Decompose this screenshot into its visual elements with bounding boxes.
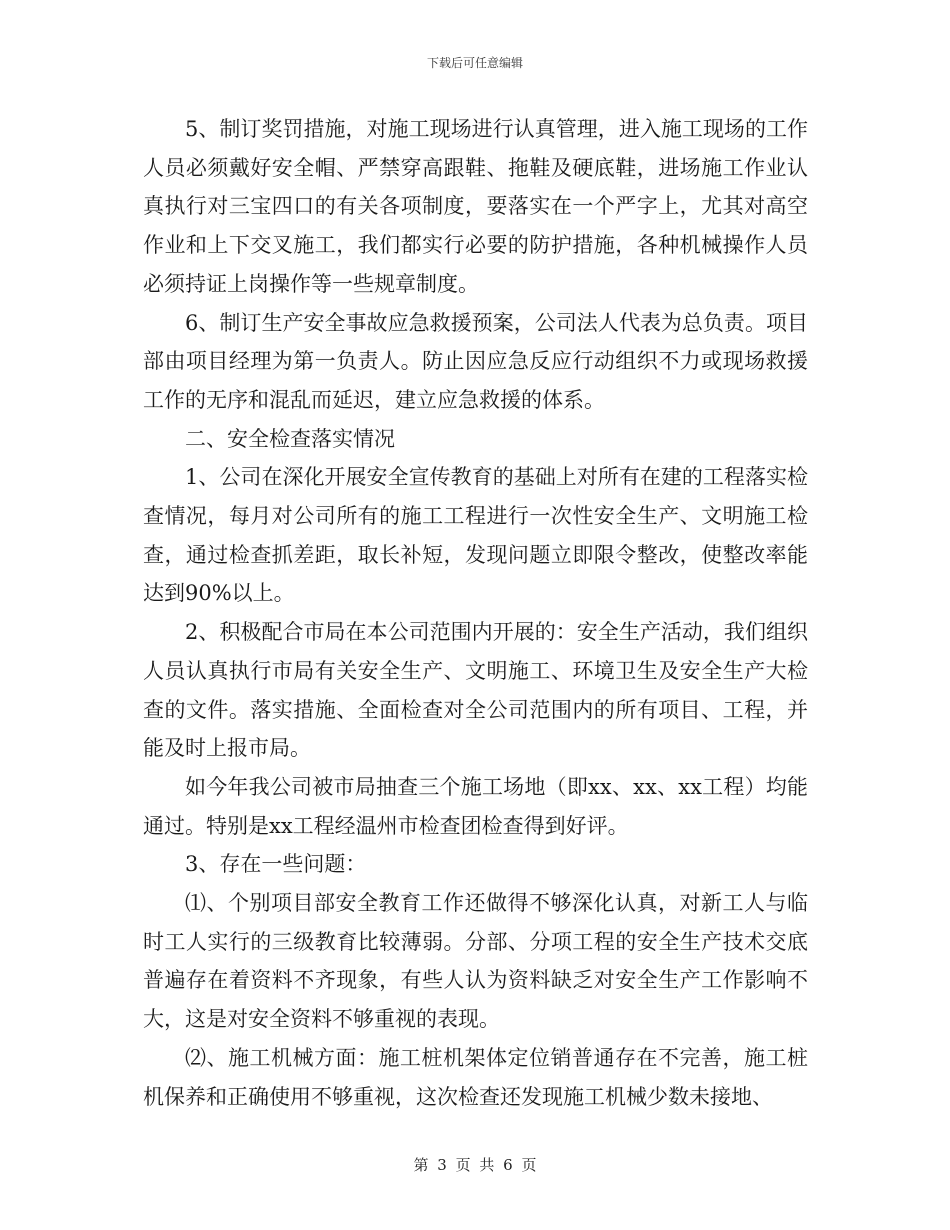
document-body: [143, 110, 808, 1116]
paragraph-item-6: 6、制订生产安全事故应急救援预案，公司法人代表为总负责。项目部由项目经理为第一负责人。防止因应急反应行动组织不力或现场救援工作的无序和混乱而延迟，建立应急救援的体系。: [143, 310, 808, 412]
paragraph-inspection-1: 1、公司在深化开展安全宣传教育的基础上对所有在建的工程落实检查情况，每月对公司所有的施工工程进行一次性安全生产、文明施工检查，通过检查抓差距，取长补短，发现问题立即限令整改，使整改率能达到90%以上。: [143, 465, 808, 606]
page-header-note: 下载后可任意编辑: [426, 56, 523, 70]
paragraph-spot-check: 如今年我公司被市局抽查三个施工场地（即xx、xx、xx工程）均能通过。特别是xx工程经温州市检查团检查得到好评。: [143, 774, 808, 838]
paragraph-issue-1: ⑴、个别项目部安全教育工作还做得不够深化认真，对新工人与临时工人实行的三级教育比较薄弱。分部、分项工程的安全生产技术交底普遍存在着资料不齐现象，有些人认为资料缺乏对安全生产工作影响不大，这是对安全资料不够重视的表现。: [143, 891, 808, 1032]
paragraph-issue-2: ⑵、施工机械方面：施工桩机架体定位销普通存在不完善，施工桩机保养和正确使用不够重视，这次检查还发现施工机械少数未接地、: [143, 1045, 808, 1109]
section-heading-safety-inspection: 二、安全检查落实情况: [185, 426, 395, 451]
page-number-footer: 第 3 页 共 6 页: [413, 1156, 537, 1174]
paragraph-issues-heading: 3、存在一些问题：: [185, 852, 367, 877]
paragraph-inspection-2: 2、积极配合市局在本公司范围内开展的：安全生产活动，我们组织人员认真执行市局有关安全生产、文明施工、环境卫生及安全生产大检查的文件。落实措施、全面检查对全公司范围内的所有项目、工程，并能及时上报市局。: [143, 620, 808, 761]
paragraph-item-5: 5、制订奖罚措施，对施工现场进行认真管理，进入施工现场的工作人员必须戴好安全帽、严禁穿高跟鞋、拖鞋及硬底鞋，进场施工作业认真执行对三宝四口的有关各项制度，要落实在一个严字上，尤其对高空作业和上下交叉施工，我们都实行必要的防护措施，各种机械操作人员必须持证上岗操作等一些规章制度。: [143, 117, 808, 296]
